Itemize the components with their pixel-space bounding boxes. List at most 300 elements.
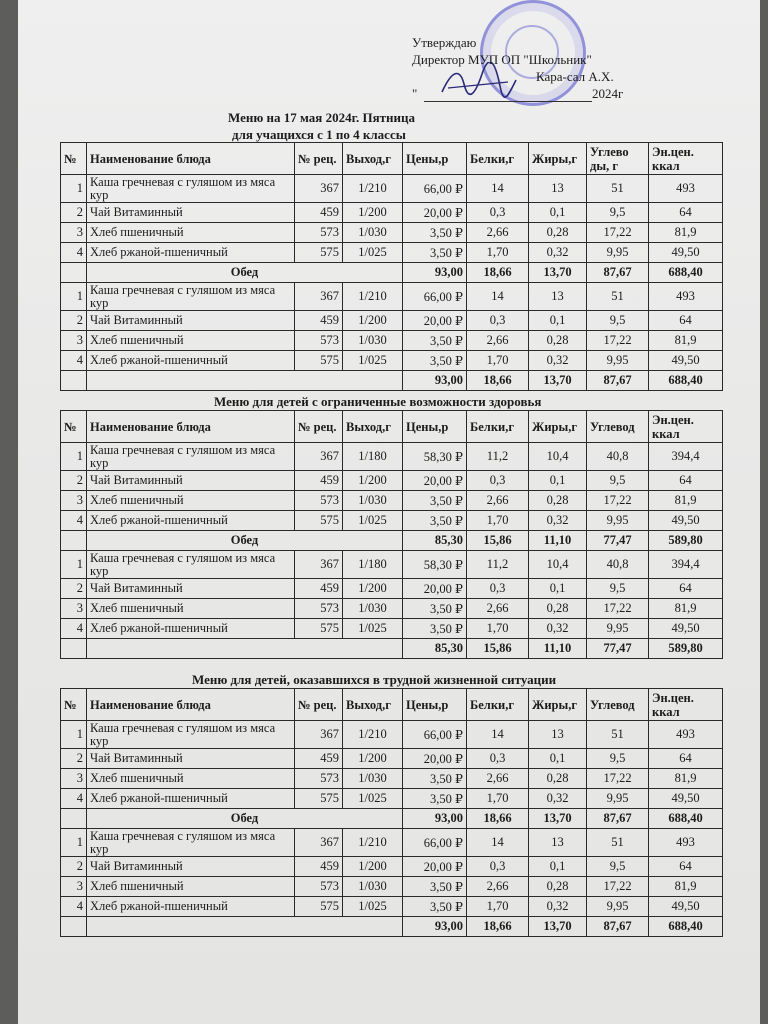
carbs: 51 — [587, 721, 649, 749]
recipe-number: 573 — [295, 491, 343, 511]
lunch-label — [87, 917, 403, 937]
dish-name: Каша гречневая с гуляшом из мяса кур — [87, 175, 295, 203]
row-number: 3 — [61, 491, 87, 511]
row-number: 3 — [61, 223, 87, 243]
table-row — [61, 223, 723, 243]
recipe-number: 367 — [295, 721, 343, 749]
table-row — [61, 443, 723, 471]
recipe-number: 459 — [295, 203, 343, 223]
protein: 11,2 — [467, 551, 529, 579]
protein: 2,66 — [467, 331, 529, 351]
total-protein: 18,66 — [467, 263, 529, 283]
energy: 81,9 — [649, 331, 723, 351]
total-protein: 18,66 — [467, 917, 529, 937]
approval-quote: " — [412, 86, 418, 101]
table-header-row — [61, 689, 723, 721]
header-name: Наименование блюда — [87, 143, 295, 175]
recipe-number: 573 — [295, 877, 343, 897]
header-out: Выход,г — [343, 689, 403, 721]
header-name: Наименование блюда — [87, 689, 295, 721]
protein: 14 — [467, 175, 529, 203]
carbs: 9,5 — [587, 311, 649, 331]
row-number: 1 — [61, 551, 87, 579]
protein: 1,70 — [467, 243, 529, 263]
table-row — [61, 877, 723, 897]
header-price: Цены,р — [403, 143, 467, 175]
dish-name: Хлеб пшеничный — [87, 599, 295, 619]
header-prot: Белки,г — [467, 411, 529, 443]
fat: 0,28 — [529, 599, 587, 619]
energy: 64 — [649, 857, 723, 877]
header-carb: Углево ды, г — [587, 143, 649, 175]
recipe-number: 367 — [295, 283, 343, 311]
dish-name: Хлеб пшеничный — [87, 877, 295, 897]
recipe-number: 575 — [295, 619, 343, 639]
total-protein: 15,86 — [467, 531, 529, 551]
table-row — [61, 551, 723, 579]
dish-name: Хлеб ржаной-пшеничный — [87, 351, 295, 371]
approval-date-line — [412, 85, 652, 102]
carbs: 9,95 — [587, 897, 649, 917]
price: 3,50 ₽ — [403, 789, 467, 809]
total-energy: 589,80 — [649, 531, 723, 551]
dish-name: Каша гречневая с гуляшом из мяса кур — [87, 829, 295, 857]
dish-name: Хлеб пшеничный — [87, 491, 295, 511]
row-number: 2 — [61, 471, 87, 491]
recipe-number: 575 — [295, 789, 343, 809]
protein: 14 — [467, 283, 529, 311]
fat: 13 — [529, 829, 587, 857]
header-fat: Жиры,г — [529, 411, 587, 443]
carbs: 17,22 — [587, 491, 649, 511]
row-number: 2 — [61, 203, 87, 223]
dish-name: Чай Витаминный — [87, 749, 295, 769]
energy: 64 — [649, 471, 723, 491]
total-fat: 13,70 — [529, 263, 587, 283]
carbs: 9,95 — [587, 789, 649, 809]
energy: 394,4 — [649, 443, 723, 471]
recipe-number: 575 — [295, 243, 343, 263]
dish-name: Хлеб ржаной-пшеничный — [87, 897, 295, 917]
fat: 0,32 — [529, 351, 587, 371]
protein: 1,70 — [467, 511, 529, 531]
total-empty — [61, 531, 87, 551]
row-number: 3 — [61, 331, 87, 351]
total-row — [61, 917, 723, 937]
header-energy: Эн.цен. ккал — [649, 689, 723, 721]
total-price: 93,00 — [403, 371, 467, 391]
energy: 394,4 — [649, 551, 723, 579]
lunch-label — [87, 371, 403, 391]
fat: 0,1 — [529, 203, 587, 223]
price: 58,30 ₽ — [403, 443, 467, 471]
table-row — [61, 331, 723, 351]
portion-yield: 1/210 — [343, 721, 403, 749]
table-row — [61, 829, 723, 857]
row-number: 4 — [61, 511, 87, 531]
recipe-number: 367 — [295, 551, 343, 579]
dish-name: Хлеб пшеничный — [87, 331, 295, 351]
total-fat: 13,70 — [529, 371, 587, 391]
recipe-number: 367 — [295, 443, 343, 471]
price: 20,00 ₽ — [403, 579, 467, 599]
portion-yield: 1/025 — [343, 897, 403, 917]
row-number: 1 — [61, 175, 87, 203]
carbs: 40,8 — [587, 551, 649, 579]
header-energy: Эн.цен. ккал — [649, 143, 723, 175]
energy: 64 — [649, 579, 723, 599]
total-carbs: 87,67 — [587, 371, 649, 391]
portion-yield: 1/180 — [343, 443, 403, 471]
row-number: 4 — [61, 897, 87, 917]
price: 20,00 ₽ — [403, 203, 467, 223]
total-price: 93,00 — [403, 917, 467, 937]
lunch-label: Обед — [87, 263, 403, 283]
portion-yield: 1/210 — [343, 283, 403, 311]
fat: 0,28 — [529, 223, 587, 243]
fat: 0,32 — [529, 511, 587, 531]
fat: 0,28 — [529, 769, 587, 789]
total-carbs: 87,67 — [587, 263, 649, 283]
row-number: 4 — [61, 619, 87, 639]
portion-yield: 1/180 — [343, 551, 403, 579]
row-number: 2 — [61, 857, 87, 877]
carbs: 9,95 — [587, 351, 649, 371]
header-rec: № рец. — [295, 689, 343, 721]
row-number: 1 — [61, 721, 87, 749]
row-number: 4 — [61, 789, 87, 809]
fat: 0,1 — [529, 579, 587, 599]
energy: 49,50 — [649, 789, 723, 809]
portion-yield: 1/030 — [343, 223, 403, 243]
header-out: Выход,г — [343, 143, 403, 175]
carbs: 9,95 — [587, 243, 649, 263]
fat: 0,28 — [529, 877, 587, 897]
carbs: 40,8 — [587, 443, 649, 471]
recipe-number: 575 — [295, 897, 343, 917]
fat: 13 — [529, 283, 587, 311]
dish-name: Хлеб пшеничный — [87, 769, 295, 789]
energy: 64 — [649, 203, 723, 223]
total-fat: 11,10 — [529, 531, 587, 551]
portion-yield: 1/030 — [343, 331, 403, 351]
protein: 14 — [467, 721, 529, 749]
row-number: 4 — [61, 351, 87, 371]
table-row — [61, 789, 723, 809]
row-number: 1 — [61, 283, 87, 311]
total-protein: 18,66 — [467, 809, 529, 829]
protein: 1,70 — [467, 897, 529, 917]
row-number: 2 — [61, 749, 87, 769]
energy: 81,9 — [649, 599, 723, 619]
portion-yield: 1/030 — [343, 599, 403, 619]
total-carbs: 77,47 — [587, 531, 649, 551]
header-rec: № рец. — [295, 143, 343, 175]
table-row — [61, 283, 723, 311]
dish-name: Каша гречневая с гуляшом из мяса кур — [87, 443, 295, 471]
total-energy: 688,40 — [649, 263, 723, 283]
fat: 0,32 — [529, 619, 587, 639]
total-energy: 688,40 — [649, 917, 723, 937]
header-out: Выход,г — [343, 411, 403, 443]
price: 3,50 ₽ — [403, 511, 467, 531]
section-title: Меню для детей, оказавшихся в трудной жизненной ситуации — [192, 672, 557, 687]
carbs: 17,22 — [587, 877, 649, 897]
approval-line-3: Кара-сал А.Х. — [536, 69, 614, 84]
protein: 0,3 — [467, 579, 529, 599]
dish-name: Чай Витаминный — [87, 579, 295, 599]
table-row — [61, 721, 723, 749]
fat: 13 — [529, 721, 587, 749]
approval-year: 2024г — [592, 86, 624, 101]
header-name: Наименование блюда — [87, 411, 295, 443]
header-energy: Эн.цен. ккал — [649, 411, 723, 443]
price: 3,50 ₽ — [403, 877, 467, 897]
menu-table — [60, 688, 723, 937]
protein: 2,66 — [467, 491, 529, 511]
recipe-number: 459 — [295, 857, 343, 877]
price: 66,00 ₽ — [403, 283, 467, 311]
table-row — [61, 749, 723, 769]
protein: 0,3 — [467, 311, 529, 331]
row-number: 2 — [61, 579, 87, 599]
header-no: № — [61, 689, 87, 721]
table-row — [61, 203, 723, 223]
protein: 2,66 — [467, 769, 529, 789]
carbs: 9,5 — [587, 749, 649, 769]
recipe-number: 459 — [295, 749, 343, 769]
energy: 81,9 — [649, 223, 723, 243]
fat: 0,28 — [529, 331, 587, 351]
carbs: 9,5 — [587, 203, 649, 223]
carbs: 9,5 — [587, 579, 649, 599]
header-no: № — [61, 143, 87, 175]
portion-yield: 1/200 — [343, 203, 403, 223]
energy: 64 — [649, 749, 723, 769]
dish-name: Хлеб ржаной-пшеничный — [87, 619, 295, 639]
protein: 0,3 — [467, 749, 529, 769]
menu-table — [60, 410, 723, 659]
carbs: 51 — [587, 175, 649, 203]
dish-name: Чай Витаминный — [87, 311, 295, 331]
table-header-row — [61, 143, 723, 175]
dish-name: Чай Витаминный — [87, 203, 295, 223]
price: 20,00 ₽ — [403, 857, 467, 877]
energy: 49,50 — [649, 897, 723, 917]
total-row — [61, 809, 723, 829]
protein: 14 — [467, 829, 529, 857]
recipe-number: 573 — [295, 769, 343, 789]
carbs: 9,5 — [587, 857, 649, 877]
total-row — [61, 639, 723, 659]
recipe-number: 575 — [295, 351, 343, 371]
page-title: Меню на 17 мая 2024г. Пятница — [228, 110, 416, 125]
dish-name: Хлеб ржаной-пшеничный — [87, 511, 295, 531]
total-energy: 589,80 — [649, 639, 723, 659]
table-row — [61, 491, 723, 511]
table-row — [61, 311, 723, 331]
dish-name: Хлеб пшеничный — [87, 223, 295, 243]
total-price: 85,30 — [403, 531, 467, 551]
protein: 2,66 — [467, 223, 529, 243]
fat: 10,4 — [529, 443, 587, 471]
price: 3,50 ₽ — [403, 351, 467, 371]
row-number: 3 — [61, 769, 87, 789]
header-carb: Углевод — [587, 411, 649, 443]
page-subtitle: для учащихся с 1 по 4 классы — [232, 127, 406, 142]
energy: 64 — [649, 311, 723, 331]
portion-yield: 1/025 — [343, 243, 403, 263]
energy: 49,50 — [649, 351, 723, 371]
table-row — [61, 243, 723, 263]
table-row — [61, 897, 723, 917]
price: 66,00 ₽ — [403, 829, 467, 857]
energy: 493 — [649, 283, 723, 311]
total-fat: 13,70 — [529, 809, 587, 829]
row-number: 4 — [61, 243, 87, 263]
price: 3,50 ₽ — [403, 619, 467, 639]
portion-yield: 1/200 — [343, 579, 403, 599]
fat: 0,1 — [529, 471, 587, 491]
date-underline — [424, 89, 592, 102]
total-empty — [61, 917, 87, 937]
table-row — [61, 599, 723, 619]
portion-yield: 1/030 — [343, 769, 403, 789]
portion-yield: 1/210 — [343, 829, 403, 857]
portion-yield: 1/200 — [343, 857, 403, 877]
price: 58,30 ₽ — [403, 551, 467, 579]
portion-yield: 1/025 — [343, 789, 403, 809]
row-number: 3 — [61, 599, 87, 619]
approval-line-1: Утверждаю — [412, 35, 477, 50]
header-price: Цены,р — [403, 411, 467, 443]
price: 20,00 ₽ — [403, 749, 467, 769]
dish-name: Каша гречневая с гуляшом из мяса кур — [87, 551, 295, 579]
portion-yield: 1/030 — [343, 491, 403, 511]
table-row — [61, 579, 723, 599]
total-carbs: 87,67 — [587, 809, 649, 829]
portion-yield: 1/200 — [343, 471, 403, 491]
header-prot: Белки,г — [467, 689, 529, 721]
protein: 2,66 — [467, 877, 529, 897]
carbs: 17,22 — [587, 769, 649, 789]
protein: 0,3 — [467, 857, 529, 877]
portion-yield: 1/200 — [343, 749, 403, 769]
protein: 0,3 — [467, 203, 529, 223]
total-energy: 688,40 — [649, 371, 723, 391]
protein: 2,66 — [467, 599, 529, 619]
total-price: 93,00 — [403, 263, 467, 283]
header-fat: Жиры,г — [529, 143, 587, 175]
fat: 13 — [529, 175, 587, 203]
energy: 49,50 — [649, 511, 723, 531]
recipe-number: 459 — [295, 579, 343, 599]
table-row — [61, 857, 723, 877]
dish-name: Хлеб ржаной-пшеничный — [87, 789, 295, 809]
recipe-number: 575 — [295, 511, 343, 531]
lunch-label: Обед — [87, 531, 403, 551]
row-number: 3 — [61, 877, 87, 897]
approval-line-2: Директор МУП ОП "Школьник" — [412, 52, 592, 67]
energy: 493 — [649, 721, 723, 749]
price: 20,00 ₽ — [403, 471, 467, 491]
total-carbs: 87,67 — [587, 917, 649, 937]
dish-name: Каша гречневая с гуляшом из мяса кур — [87, 283, 295, 311]
energy: 81,9 — [649, 769, 723, 789]
table-row — [61, 769, 723, 789]
price: 3,50 ₽ — [403, 897, 467, 917]
recipe-number: 573 — [295, 331, 343, 351]
fat: 0,32 — [529, 243, 587, 263]
dish-name: Чай Витаминный — [87, 857, 295, 877]
dish-name: Каша гречневая с гуляшом из мяса кур — [87, 721, 295, 749]
total-price: 85,30 — [403, 639, 467, 659]
energy: 81,9 — [649, 491, 723, 511]
fat: 0,28 — [529, 491, 587, 511]
price: 3,50 ₽ — [403, 769, 467, 789]
recipe-number: 459 — [295, 471, 343, 491]
price: 66,00 ₽ — [403, 721, 467, 749]
fat: 0,32 — [529, 897, 587, 917]
price: 3,50 ₽ — [403, 599, 467, 619]
portion-yield: 1/030 — [343, 877, 403, 897]
row-number: 2 — [61, 311, 87, 331]
dish-name: Чай Витаминный — [87, 471, 295, 491]
carbs: 17,22 — [587, 331, 649, 351]
recipe-number: 367 — [295, 175, 343, 203]
header-rec: № рец. — [295, 411, 343, 443]
table-row — [61, 511, 723, 531]
row-number: 1 — [61, 443, 87, 471]
carbs: 17,22 — [587, 599, 649, 619]
table-header-row — [61, 411, 723, 443]
price: 3,50 ₽ — [403, 223, 467, 243]
fat: 0,1 — [529, 857, 587, 877]
header-price: Цены,р — [403, 689, 467, 721]
price: 20,00 ₽ — [403, 311, 467, 331]
energy: 493 — [649, 175, 723, 203]
energy: 81,9 — [649, 877, 723, 897]
approval-block — [412, 34, 652, 102]
protein: 1,70 — [467, 789, 529, 809]
total-protein: 18,66 — [467, 371, 529, 391]
table-row — [61, 619, 723, 639]
table-row — [61, 351, 723, 371]
fat: 0,1 — [529, 311, 587, 331]
protein: 1,70 — [467, 351, 529, 371]
portion-yield: 1/025 — [343, 619, 403, 639]
total-empty — [61, 809, 87, 829]
fat: 0,32 — [529, 789, 587, 809]
portion-yield: 1/025 — [343, 511, 403, 531]
price: 3,50 ₽ — [403, 331, 467, 351]
energy: 493 — [649, 829, 723, 857]
table-row — [61, 471, 723, 491]
total-empty — [61, 263, 87, 283]
price: 66,00 ₽ — [403, 175, 467, 203]
total-row — [61, 531, 723, 551]
carbs: 9,95 — [587, 511, 649, 531]
header-no: № — [61, 411, 87, 443]
energy: 49,50 — [649, 619, 723, 639]
portion-yield: 1/025 — [343, 351, 403, 371]
recipe-number: 573 — [295, 223, 343, 243]
total-fat: 11,10 — [529, 639, 587, 659]
section-title: Меню для детей с ограниченные возможности здоровья — [214, 394, 542, 409]
carbs: 9,95 — [587, 619, 649, 639]
header-prot: Белки,г — [467, 143, 529, 175]
carbs: 9,5 — [587, 471, 649, 491]
